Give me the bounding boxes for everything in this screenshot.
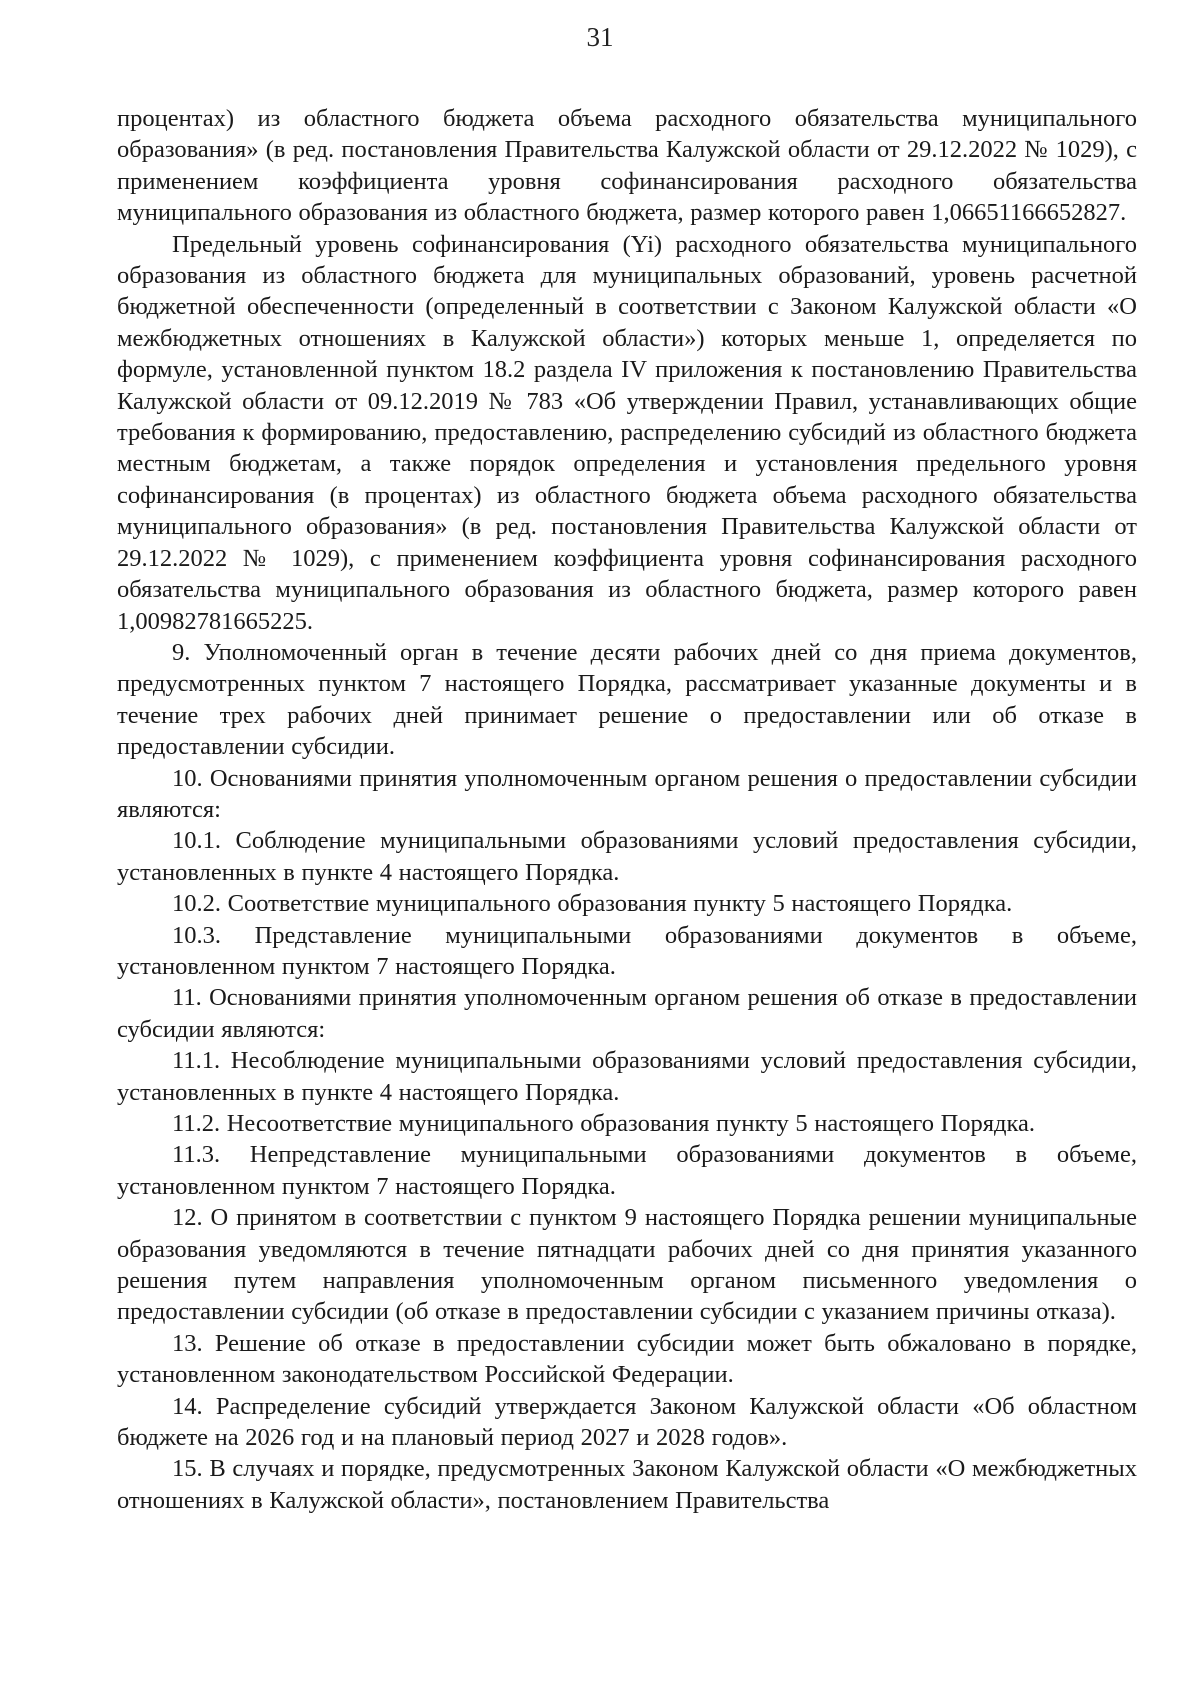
paragraph-10: 10. Основаниями принятия уполномоченным органом решения о предоставлении субсидии являются: (117, 764, 1137, 823)
paragraph-10-2: 10.2. Соответствие муниципального образования пункту 5 настоящего Порядка. (172, 890, 1013, 918)
paragraph-cofinancing-level: Предельный уровень софинансирования (Yi) расходного обязательства муниципального образования из областного бюджета для муниципальных образований, уровень расчетной бюджетной обеспеченности (определенный в соответствии с Законом Калужской области «О межбюджетных отношениях в Калужской области») которых меньше 1, определяется по формуле, установленной пунктом 18.2 раздела IV приложения к постановлению Правительства Калужской области от 09.12.2019 № 783 «Об утверждении Правил, устанавливающих общие требования к формированию, предоставлению, распределению субсидий из областного бюджета местным бюджетам, а также порядок определения и установления предельного уровня софинансирования (в процентах) из областного бюджета объема расходного обязательства муниципального образования» (в ред. постановления Правительства Калужской области от 29.12.2022 № 1029), с применением коэффициента уровня софинансирования расходного обязательства муниципального образования из областного бюджета, размер которого равен 1,00982781665225. (117, 230, 1137, 635)
paragraph-15: 15. В случаях и порядке, предусмотренных Законом Калужской области «О межбюджетных отношениях в Калужской области», постановлением Правительства (117, 1455, 1137, 1514)
paragraph-11: 11. Основаниями принятия уполномоченным органом решения об отказе в предоставлении субсидии являются: (117, 984, 1137, 1043)
paragraph-10-1: 10.1. Соблюдение муниципальными образованиями условий предоставления субсидии, установленных в пункте 4 настоящего Порядка. (117, 827, 1137, 886)
paragraph-continuation: процентах) из областного бюджета объема расходного обязательства муниципального образования» (в ред. постановления Правительства Калужской области от 29.12.2022 № 1029), с применением коэффициента уровня софинансирования расходного обязательства муниципального образования из областного бюджета, размер которого равен 1,06651166652827. (117, 105, 1137, 227)
document-body (117, 103, 1137, 1516)
paragraph-11-2: 11.2. Несоответствие муниципального образования пункту 5 настоящего Порядка. (172, 1110, 1036, 1137)
paragraph-10-3: 10.3. Представление муниципальными образованиями документов в объеме, установленном пунктом 7 настоящего Порядка. (117, 921, 1137, 980)
paragraph-13: 13. Решение об отказе в предоставлении субсидии может быть обжаловано в порядке, установленном законодательством Российской Федерации. (117, 1329, 1137, 1389)
paragraph-9: 9. Уполномоченный орган в течение десяти рабочих дней со дня приема документов, предусмотренных пунктом 7 настоящего Порядка, рассматривает указанные документы и в течение трех рабочих дней принимает решение о предоставлении или об отказе в предоставлении субсидии. (117, 638, 1137, 761)
paragraph-11-1: 11.1. Несоблюдение муниципальными образованиями условий предоставления субсидии, установленных в пункте 4 настоящего Порядка. (117, 1047, 1137, 1106)
paragraph-14: 14. Распределение субсидий утверждается Законом Калужской области «Об областном бюджете на 2026 год и на плановый период 2027 и 2028 годов». (117, 1392, 1137, 1452)
page-number: 31 (586, 22, 614, 52)
paragraph-12: 12. О принятом в соответствии с пунктом 9 настоящего Порядка решении муниципальные образования уведомляются в течение пятнадцати рабочих дней со дня принятия указанного решения путем направления уполномоченным органом письменного уведомления о предоставлении субсидии (об отказе в предоставлении субсидии с указанием причины отказа). (117, 1204, 1137, 1326)
paragraph-11-3: 11.3. Непредставление муниципальными образованиями документов в объеме, установленном пунктом 7 настоящего Порядка. (117, 1141, 1137, 1200)
